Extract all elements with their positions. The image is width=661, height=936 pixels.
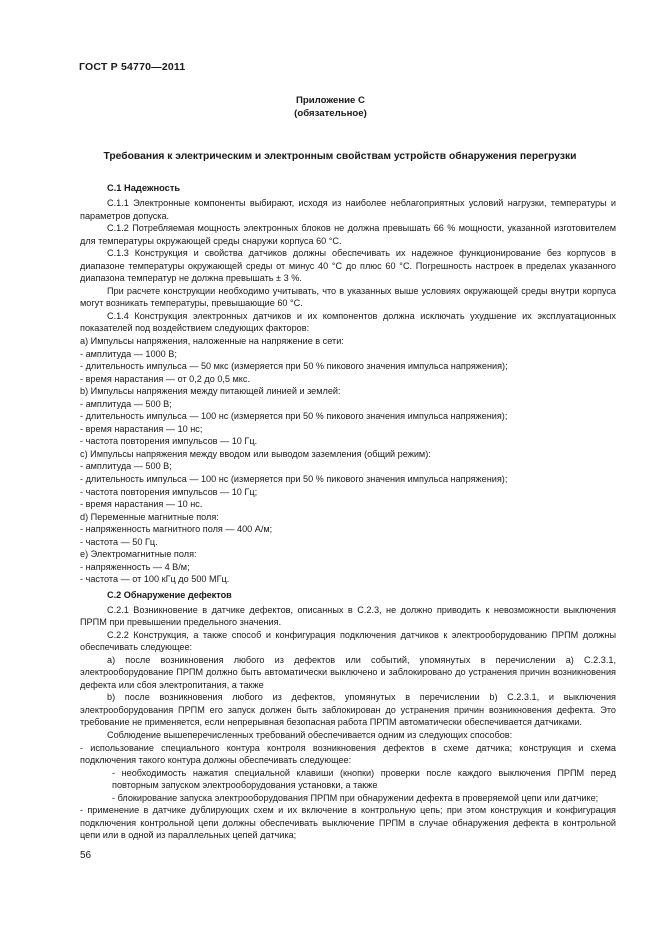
list-item: - частота — 50 Гц. <box>80 536 158 547</box>
list-item: - применение в датчике дублирующих схем и их включение в контрольную цепь; при этом конструкция и конфигурация подключения контрольной цепи должны обеспечивать выключение ПРПМ в случае обнаружения дефекта в контрольной цепи или в одной из параллельных цепей датчика; <box>80 805 616 841</box>
paragraph: С.2.1 Возникновение в датчике дефектов, описанных в С.2.3, не должно приводить к невозможности выключения ПРПМ при превышении предельного значения. <box>80 604 616 628</box>
section-heading-c2: С.2 Обнаружение дефектов <box>107 589 232 600</box>
list-item: - напряженность магнитного поля — 400 А/м; <box>80 524 273 535</box>
list-item: - амплитуда — 1000 В; <box>80 348 177 359</box>
list-item: - амплитуда — 500 В; <box>80 461 172 472</box>
paragraph: С.1.2 Потребляемая мощность электронных блоков не должна превышать 66 % мощности, указанной изготовителем для температуры окружающей среды снаружи корпуса 60 °C. <box>80 223 616 246</box>
paragraph: С.2.2 Конструкция, а также способ и конфигурация подключения датчиков к электрооборудованию ПРПМ должны обеспечивать следующее: <box>80 629 616 653</box>
document-header: ГОСТ Р 54770—2011 <box>79 61 186 73</box>
paragraph: При расчете конструкции необходимо учитывать, что в указанных выше условиях окружающей среды внутри корпуса могут возникать температуры, превышающие 60 °C. <box>80 285 616 309</box>
list-item: е) Электромагнитные поля: <box>80 549 197 560</box>
list-item: - время нарастания — от 0,2 до 0,5 мкс. <box>80 373 251 384</box>
list-item: - частота повторения импульсов — 10 Гц; <box>80 486 258 497</box>
appendix-subtitle: (обязательное) <box>294 108 367 119</box>
list-item: - использование специального контура контроля возникновения дефектов в схеме датчика; конструкция и схема подключения такого контура должны обеспечивать следующее: <box>80 742 616 766</box>
list-item: - время нарастания — 10 нс; <box>80 423 203 434</box>
list-item: - необходимость нажатия специальной клавиши (кнопки) проверки после каждого выключения ПРПМ перед повторным запуском электрооборудования установки, а также <box>112 767 616 791</box>
body-text <box>80 197 616 842</box>
list-item: с) Импульсы напряжения между вводом или выводом заземления (общий режим): <box>80 448 431 459</box>
paragraph: а) после возникновения любого из дефектов или событий, упомянутых в перечислении а) С.2.3.1, электрооборудование ПРПМ должно быть автоматически выключено и заблокировано до устранения причин возникновения дефекта или сбоя электропитания, а также <box>80 654 616 690</box>
list-item: - частота — от 100 кГц до 500 МГц. <box>80 574 230 585</box>
main-title: Требования к электрическим и электронным свойствам устройств обнаружения перегрузки <box>103 151 577 162</box>
paragraph: С.1.1 Электронные компоненты выбирают, исходя из наиболее неблагоприятных условий нагрузки, температуры и параметров допуска. <box>80 198 616 221</box>
section-heading-c1: С.1 Надежность <box>107 183 181 193</box>
list-item: - блокирование запуска электрооборудования ПРПМ при обнаружении дефекта в проверяемой цепи или датчике; <box>112 792 599 803</box>
list-item: - длительность импульса — 100 нс (измеряется при 50 % пикового значения импульса напряжения); <box>80 411 508 422</box>
list-item: - длительность импульса — 50 мкс (измеряется при 50 % пикового значения импульса напряжения); <box>80 361 508 372</box>
paragraph: С.1.4 Конструкция электронных датчиков и их компонентов должна исключать ухудшение их эксплуатационных показателей под воздействием следующих факторов: <box>80 310 616 334</box>
list-item: b) Импульсы напряжения между питающей линией и землей: <box>80 386 341 397</box>
list-item: - время нарастания — 10 нс. <box>80 499 203 510</box>
list-item: - частота повторения импульсов — 10 Гц. <box>80 436 258 447</box>
list-item: - напряженность — 4 В/м; <box>80 561 190 572</box>
list-item: - длительность импульса — 100 нс (измеряется при 50 % пикового значения импульса напряжения); <box>80 474 508 485</box>
appendix-title: Приложение С <box>296 95 365 106</box>
list-item: а) Импульсы напряжения, наложенные на напряжение в сети: <box>80 336 344 347</box>
list-item: - амплитуда — 500 В; <box>80 398 172 409</box>
paragraph: Соблюдение вышеперечисленных требований обеспечивается одним из следующих способов: <box>107 729 513 740</box>
list-item: d) Переменные магнитные поля: <box>80 511 219 522</box>
paragraph: b) после возникновения любого из дефектов, упомянутых в перечислении b) С.2.3.1, и выключения электрооборудования ПРПМ его запуск должен быть заблокирован до устранения причин возникновения дефекта. Это требование не применяется, если непрерывная безопасная работа ПРПМ автоматически обеспечивается датчиками. <box>80 692 616 728</box>
page-number: 56 <box>80 850 92 861</box>
paragraph: С.1.3 Конструкция и свойства датчиков должны обеспечивать их надежное функционирование без корпусов в диапазоне температуры окружающей среды от минус 40 °C до плюс 60 °C. Погрешность настроек в пределах указанного диапазона температур не должна превышать ± 3 %. <box>80 248 616 284</box>
